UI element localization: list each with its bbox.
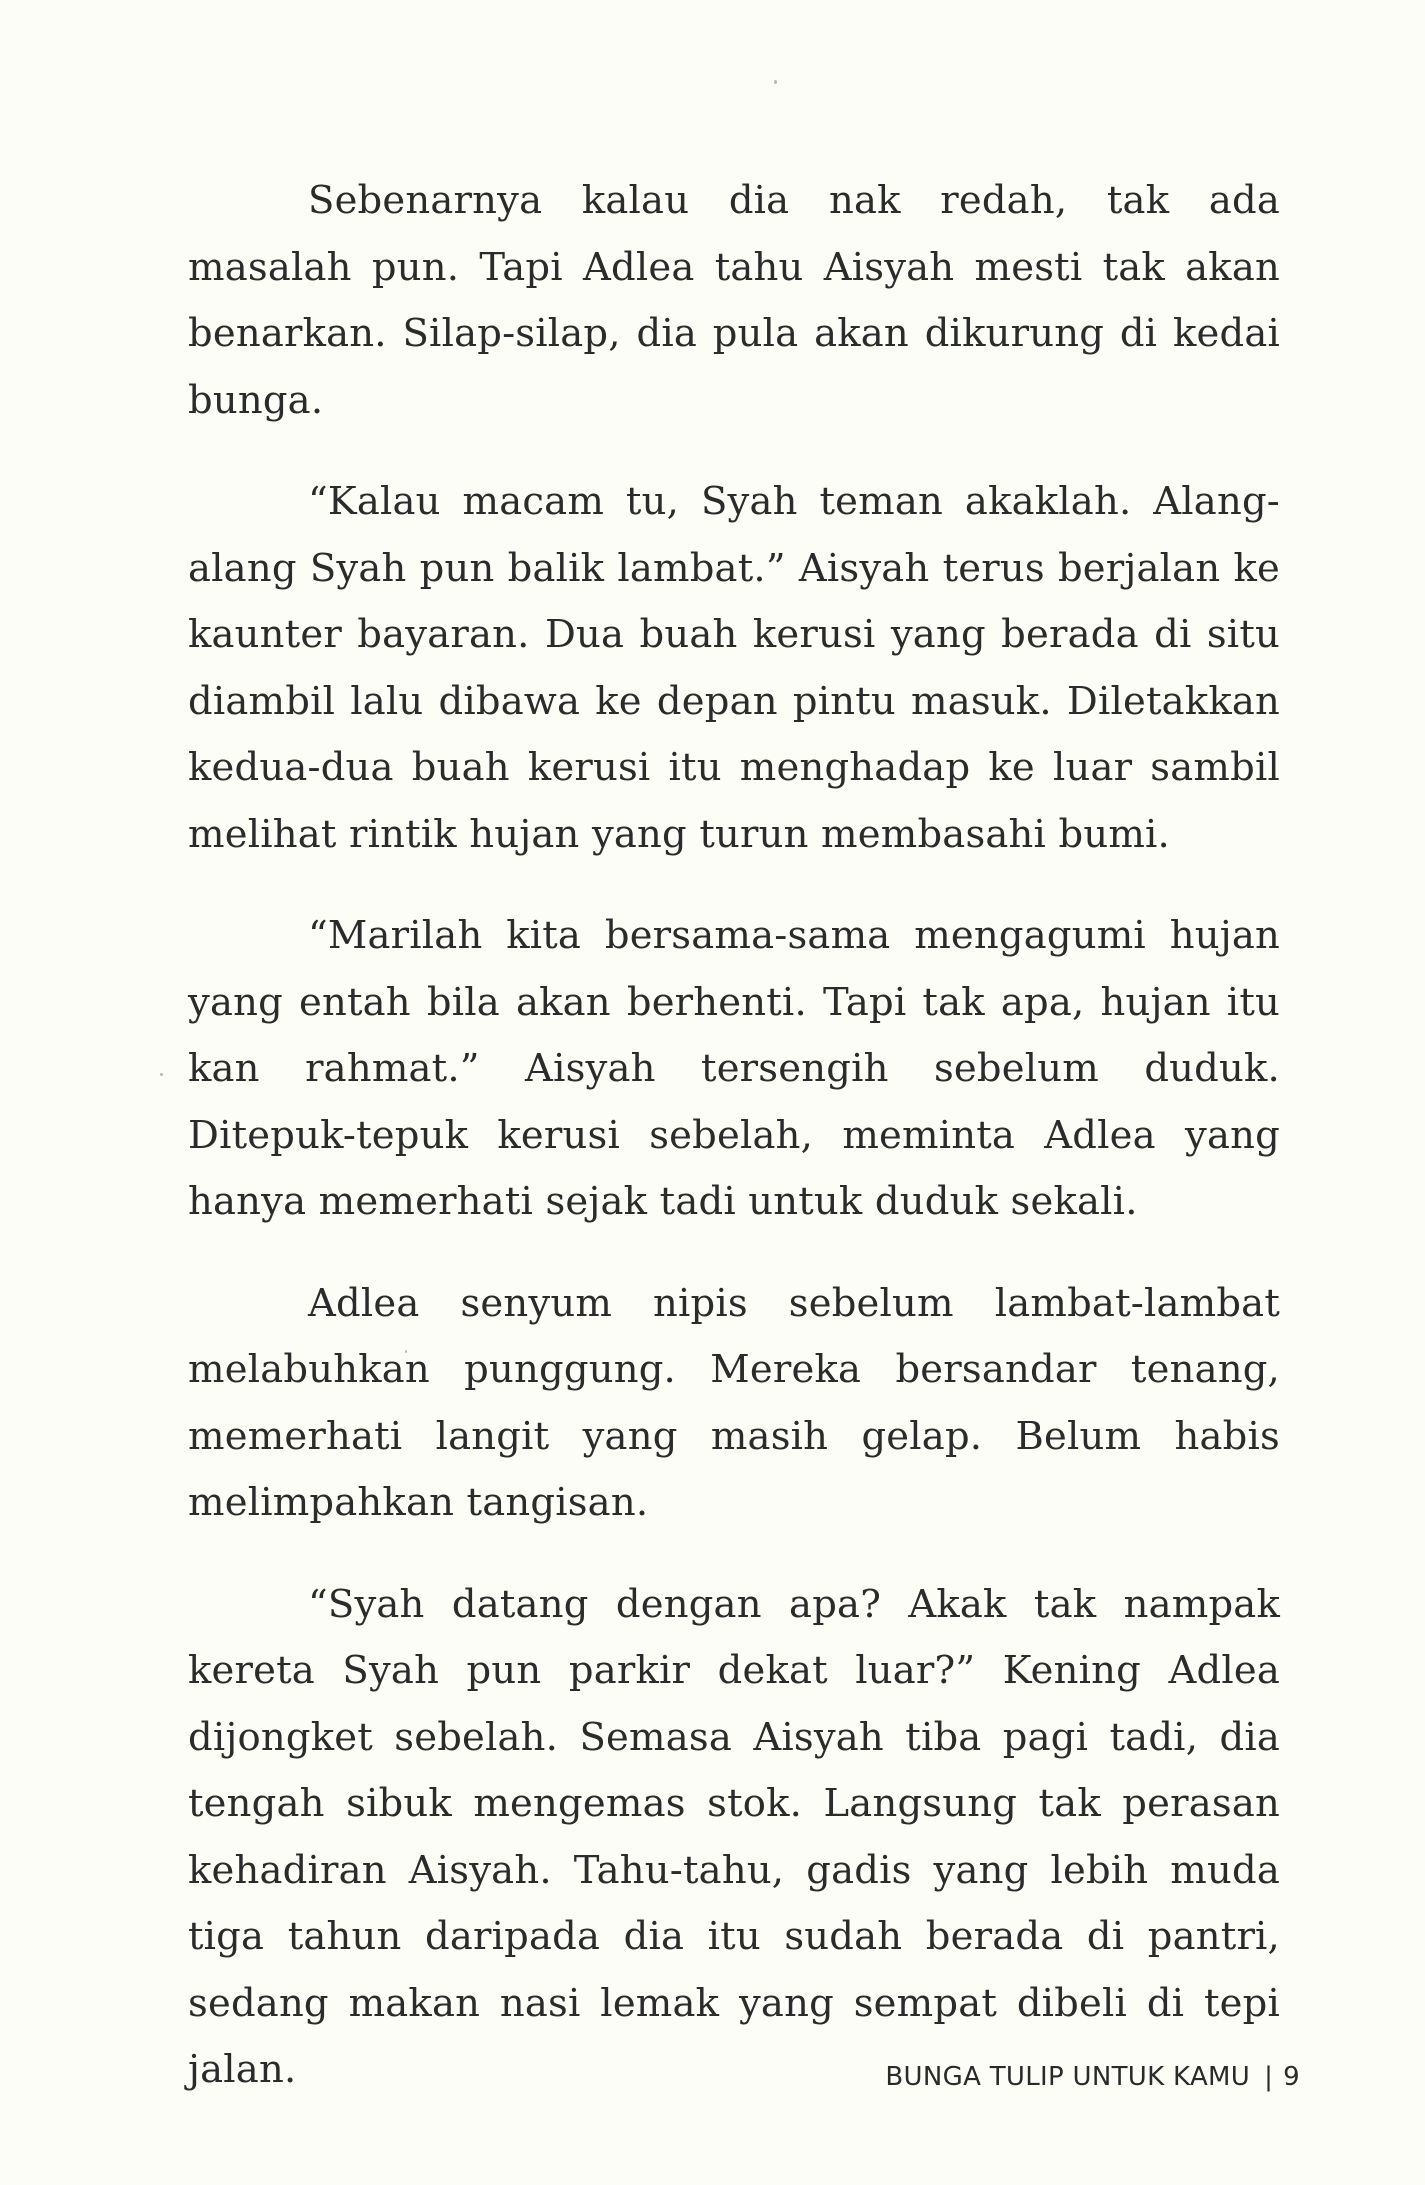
footer-separator: | [1264, 2062, 1274, 2092]
paragraph: Adlea senyum nipis sebelum lambat-lambat melabuhkan punggung. Mereka bersandar tenang, memerhati langit yang masih gelap. Belum habis melimpahkan tangisan. [188, 1280, 1280, 1525]
paragraph: Sebenarnya kalau dia nak redah, tak ada masalah pun. Tapi Adlea tahu Aisyah mesti tak akan benarkan. Silap-silap, dia pula akan dikurung di kedai bunga. [188, 178, 1280, 423]
paper-speck [160, 1073, 163, 1076]
paragraph: “Marilah kita bersama-sama mengagumi hujan yang entah bila akan berhenti. Tapi tak apa, hujan itu kan rahmat.” Aisyah tersengih sebelum duduk. Ditepuk-tepuk kerusi sebelah, meminta Adlea yang hanya memerhati sejak tadi untuk duduk sekali. [188, 913, 1280, 1224]
body-text [188, 168, 1280, 2139]
paper-speck [774, 80, 777, 84]
running-footer [885, 2062, 1300, 2092]
paragraph: “Kalau macam tu, Syah teman akaklah. Alang-alang Syah pun balik lambat.” Aisyah terus berjalan ke kaunter bayaran. Dua buah kerusi yang berada di situ diambil lalu dibawa ke depan pintu masuk. Diletakkan kedua-dua buah kerusi itu menghadap ke luar sambil melihat rintik hujan yang turun membasahi bumi. [188, 479, 1280, 857]
paragraph: “Syah datang dengan apa? Akak tak nampak kereta Syah pun parkir dekat luar?” Kening Adlea dijongket sebelah. Semasa Aisyah tiba pagi tadi, dia tengah sibuk mengemas stok. Langsung tak perasan kehadiran Aisyah. Tahu-tahu, gadis yang lebih muda tiga tahun daripada dia itu sudah berada di pantri, sedang makan nasi lemak yang sempat dibeli di tepi jalan. [188, 1581, 1280, 2092]
page-number: 9 [1283, 2062, 1300, 2092]
book-title: BUNGA TULIP UNTUK KAMU [885, 2062, 1251, 2092]
